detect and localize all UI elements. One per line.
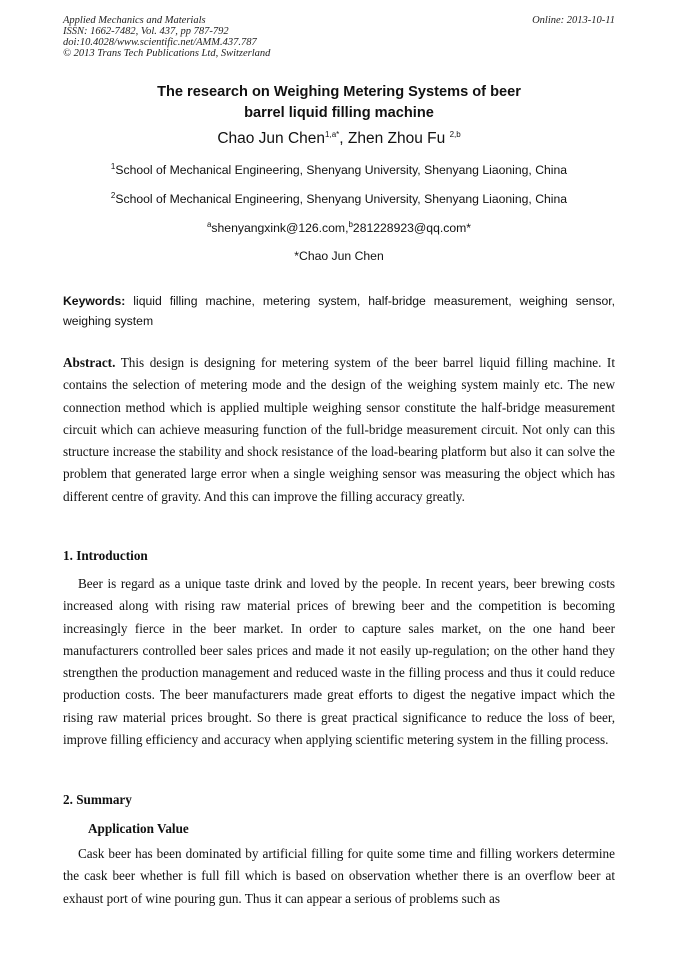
email-b: 281228923@qq.com* [352,221,472,235]
email-a: shenyangxink@126.com, [211,221,349,235]
journal-header [63,15,615,59]
author-2-affiliation: 2,b [449,129,461,139]
doi: doi:10.4028/www.scientific.net/AMM.437.787 [63,37,257,48]
title-line-2: barrel liquid filling machine [244,105,434,121]
section-2-paragraph: Cask beer has been dominated by artificial filling for quite some time and filling workers determine the cask beer whether is full fill which is based on observation whether there is an overflow beer at exhaust port of wine pouring gun. Thus it can appear a serious of problems such as [63,846,615,906]
keywords-label: Keywords: [63,294,126,308]
corresponding-author: *Chao Jun Chen [294,249,384,263]
abstract [63,352,615,508]
email-b-marker: b [348,219,353,229]
email-a-marker: a [206,219,212,229]
keywords-text: liquid filling machine, metering system, half-bridge measurement, weighing sensor, weighing system [63,294,615,328]
online-date: Online: 2013-10-11 [532,15,615,26]
keywords [63,291,615,331]
author-emails [63,221,615,235]
affiliation-1 [63,163,615,177]
author-separator: , [339,130,344,147]
paper-title [63,82,615,124]
affiliation-2 [63,192,615,206]
affiliation-1-number: 1 [110,161,116,171]
author-2: Zhen Zhou Fu [347,130,446,147]
affiliation-2-text: School of Mechanical Engineering, Shenyang University, Shenyang Liaoning, China [115,192,568,206]
subsection-heading: Application Value [88,821,189,836]
author-1: Chao Jun Chen [217,130,326,147]
affiliation-1-text: School of Mechanical Engineering, Shenyang University, Shenyang Liaoning, China [115,163,568,177]
author-1-affiliation: 1,a* [325,129,340,139]
abstract-label: Abstract. [63,355,116,370]
author-list [63,130,615,148]
section-2-heading: 2. Summary [63,792,132,807]
section-1-heading: 1. Introduction [63,548,148,563]
copyright: © 2013 Trans Tech Publications Ltd, Switzerland [63,48,271,59]
issn: ISSN: 1662-7482, Vol. 437, pp 787-792 [63,26,229,37]
title-line-1: The research on Weighing Metering Systems of beer [157,84,521,100]
journal-name: Applied Mechanics and Materials [63,15,206,26]
section-1-paragraph: Beer is regard as a unique taste drink and loved by the people. In recent years, beer brewing costs increased along with rising raw material prices of brewing beer and the competition is becoming increasingly fierce in the beer market. In order to capture sales market, on the one hand beer manufacturers controlled beer sales prices and made it not easily up-regulation; on the other hand they strengthen the production management and reduced waste in the filling process and thus it could reduce production costs. The beer manufacturers made great efforts to digest the negative impact which the rising raw material prices brought. So there is great practical significance to reduce the loss of beer, improve filling efficiency and accuracy when applying scientific metering system in the filling process. [63,576,615,748]
abstract-text: This design is designing for metering system of the beer barrel liquid filling machine. It contains the selection of metering mode and the design of the weighing system mainly etc. The new connection method which is applied multiple weighing sensor constitute the half-bridge measurement circuit which can achieve measuring function of the full-bridge measurement circuit. Not only can this structure increase the stability and shock resistance of the load-bearing platform but also it can solve the problem that generated large error when a single weighing sensor was measuring the object which has different centre of gravity. And this can improve the filling accuracy greatly. [63,355,615,504]
affiliation-2-number: 2 [110,190,116,200]
